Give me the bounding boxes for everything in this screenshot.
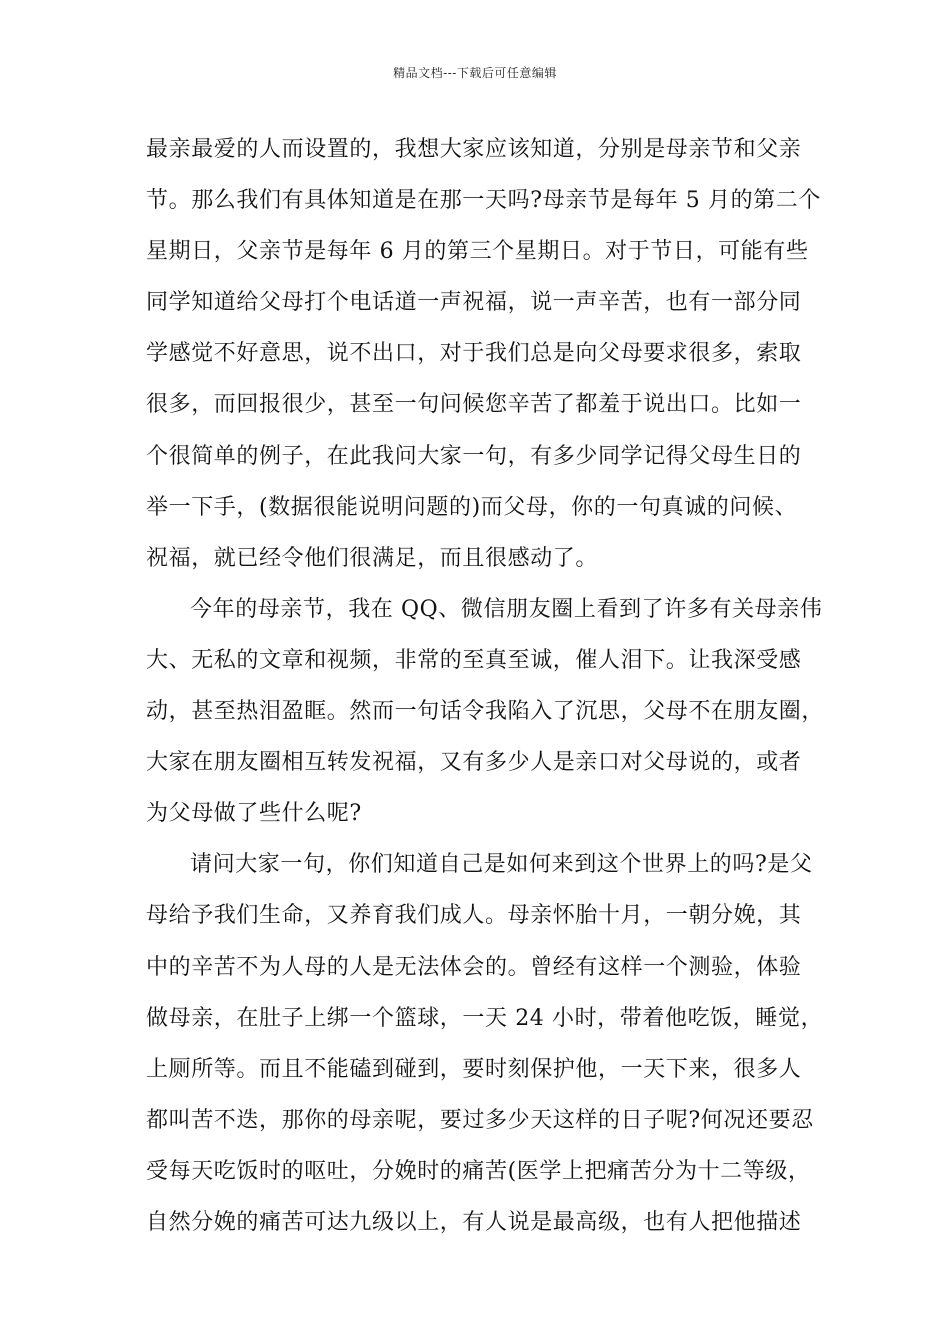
- text-line: 中的辛苦不为人母的人是无法体会的。曾经有这样一个测验，体验: [146, 954, 802, 980]
- document-body: [146, 131, 826, 1255]
- text-line: 做母亲，在肚子上绑一个篮球，一天 24 小时，带着他吃饭，睡觉，: [146, 1005, 824, 1031]
- text-line: 母给予我们生命，又养育我们成人。母亲怀胎十月，一朝分娩，其: [146, 903, 802, 929]
- text-line: 个很简单的例子，在此我问大家一句，有多少同学记得父母生日的: [146, 443, 802, 469]
- text-line: 同学知道给父母打个电话道一声祝福，说一声辛苦，也有一部分同: [146, 290, 802, 316]
- text-line: 最亲最爱的人而设置的，我想大家应该知道，分别是母亲节和父亲: [146, 137, 802, 162]
- paragraph-1: [146, 131, 826, 591]
- text-line: 学感觉不好意思，说不出口，对于我们总是向父母要求很多，索取: [146, 341, 802, 367]
- text-line: 大家在朋友圈相互转发祝福，又有多少人是亲口对父母说的，或者: [146, 750, 802, 776]
- text-line: 动，甚至热泪盈眶。然而一句话令我陷入了沉思，父母不在朋友圈，: [146, 699, 825, 725]
- text-line: 节。那么我们有具体知道是在那一天吗?母亲节是每年 5 月的第二个: [146, 188, 821, 214]
- text-line-first: 请问大家一句，你们知道自己是如何来到这个世界上的吗?是父: [190, 852, 813, 878]
- text-line: 上厕所等。而且不能磕到碰到，要时刻保护他，一天下来，很多人: [146, 1056, 802, 1082]
- text-line: 星期日，父亲节是每年 6 月的第三个星期日。对于节日，可能有些: [146, 239, 809, 265]
- text-line: 受每天吃饭时的呕吐，分娩时的痛苦(医学上把痛苦分为十二等级，: [146, 1158, 811, 1184]
- paragraph-2: [146, 591, 826, 846]
- text-line: 举一下手，(数据很能说明问题的)而父母，你的一句真诚的问候、: [146, 494, 798, 520]
- text-line-first: 今年的母亲节，我在 QQ、微信朋友圈上看到了许多有关母亲伟: [190, 596, 823, 622]
- page-header: 精品文档---下载后可任意编辑: [393, 66, 557, 80]
- text-line: 祝福，就已经令他们很满足，而且很感动了。: [146, 545, 599, 571]
- text-line: 自然分娩的痛苦可达九级以上，有人说是最高级，也有人把他描述: [146, 1209, 802, 1235]
- text-line: 很多，而回报很少，甚至一句问候您辛苦了都羞于说出口。比如一: [146, 392, 802, 418]
- text-line: 为父母做了些什么呢?: [146, 801, 362, 827]
- text-line: 都叫苦不迭，那你的母亲呢，要过多少天这样的日子呢?何况还要忍: [146, 1107, 814, 1133]
- paragraph-3: [146, 846, 826, 1255]
- text-line: 大、无私的文章和视频，非常的至真至诚，催人泪下。让我深受感: [146, 647, 802, 673]
